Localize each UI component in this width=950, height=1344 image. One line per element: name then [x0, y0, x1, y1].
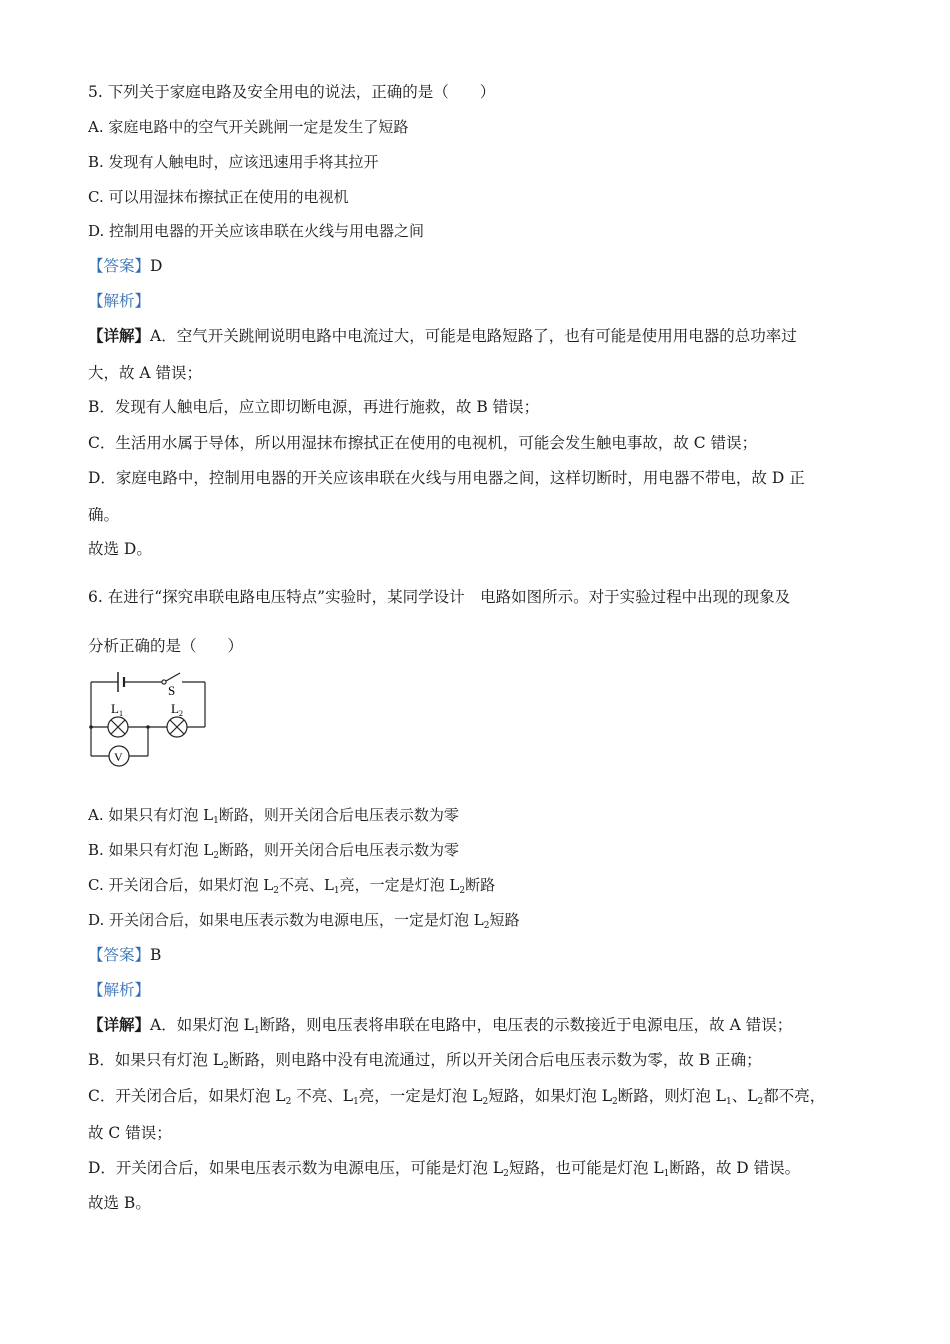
q6-conclusion: 故选 B。 [88, 1194, 151, 1212]
q5-option-d: D. 控制用电器的开关应该串联在火线与用电器之间 [88, 222, 425, 240]
q5-detail-line: C．生活用水属于导体，所以用湿抹布擦拭正在使用的电视机，可能会发生触电事故，故 C 错误； [88, 434, 758, 452]
q6-stem-line1: 6. 在进行“探究串联电路电压特点”实验时，某同学设计 电路如图所示。对于实验过程中出现的现象及 [88, 588, 791, 606]
q6-option-c: C. 开关闭合后，如果灯泡 $L_2$不亮、$L_1$亮，一定是灯泡 $L_2$断路 [88, 876, 496, 896]
q5-stem: 5. 下列关于家庭电路及安全用电的说法，正确的是（ ） [88, 83, 496, 101]
analysis-tag: 【解析】 [88, 981, 151, 999]
q6-detail-line: 故 C 错误； [88, 1124, 172, 1142]
q5-detail-line: 确。 [88, 506, 120, 524]
answer-tag: 【答案】 [88, 946, 151, 964]
q5-detail-line: B．发现有人触电后，应立即切断电源，再进行施救，故 B 错误； [88, 398, 540, 416]
detail-tag: 【详解】 [88, 326, 151, 345]
q5-detail-line: D．家庭电路中，控制用电器的开关应该串联在火线与用电器之间，这样切断时，用电器不带电，故 D 正 [88, 469, 805, 487]
q5-answer [88, 256, 162, 276]
q6-stem-line2: 分析正确的是（ ） [88, 637, 244, 655]
lamp1-label: $L_1$ [111, 701, 123, 718]
q6-answer [88, 945, 161, 965]
q5-conclusion: 故选 D。 [88, 540, 152, 558]
q5-option-a: A. 家庭电路中的空气开关跳闸一定是发生了短路 [88, 118, 409, 136]
switch-label: S [168, 683, 176, 698]
q6-detail-line: C．开关闭合后，如果灯泡 $L_2$ 不亮、$L_1$亮，一定是灯泡 $L_2$短路，如果灯泡 $L_2$断路，则灯泡 $L_1$、$L_2$都不亮， [88, 1087, 826, 1107]
detail-text: A．空气开关跳闸说明电路中电流过大，可能是电路短路了，也有可能是使用用电器的总功率过 [150, 327, 797, 345]
q5-detail-line: 大，故 A 错误； [88, 364, 203, 382]
answer-value: B [150, 946, 162, 964]
q6-detail-line: B．如果只有灯泡 $L_2$断路，则电路中没有电流通过，所以开关闭合后电压表示数为零，故 B 正确； [88, 1051, 762, 1071]
q5-detail-line [88, 326, 797, 346]
q6-option-a: A. 如果只有灯泡 $L_1$断路，则开关闭合后电压表示数为零 [88, 806, 459, 826]
q6-detail-line: D．开关闭合后，如果电压表示数为电源电压，可能是灯泡 $L_2$短路，也可能是灯泡 $L_1$断路，故 D 错误。 [88, 1159, 801, 1179]
lamp2-label: $L_2$ [171, 701, 183, 718]
voltmeter-label: V [114, 750, 123, 764]
answer-tag: 【答案】 [88, 257, 151, 275]
analysis-tag: 【解析】 [88, 292, 151, 310]
q5-option-c: C. 可以用湿抹布擦拭正在使用的电视机 [88, 188, 349, 206]
q5-option-b: B. 发现有人触电时，应该迅速用手将其拉开 [88, 153, 379, 171]
answer-value: D [150, 257, 163, 275]
circuit-diagram [88, 668, 210, 770]
q6-option-b: B. 如果只有灯泡 $L_2$断路，则开关闭合后电压表示数为零 [88, 841, 460, 861]
q6-option-d: D. 开关闭合后，如果电压表示数为电源电压，一定是灯泡 $L_2$短路 [88, 911, 520, 931]
detail-tag: 【详解】 [88, 1015, 151, 1034]
q5-analysis-tag [88, 291, 150, 311]
q6-detail-line: 【详解】A．如果灯泡 $L_1$断路，则电压表将串联在电路中，电压表的示数接近于电源电压，故 A 错误； [88, 1015, 793, 1036]
q6-analysis-tag [88, 980, 150, 1000]
